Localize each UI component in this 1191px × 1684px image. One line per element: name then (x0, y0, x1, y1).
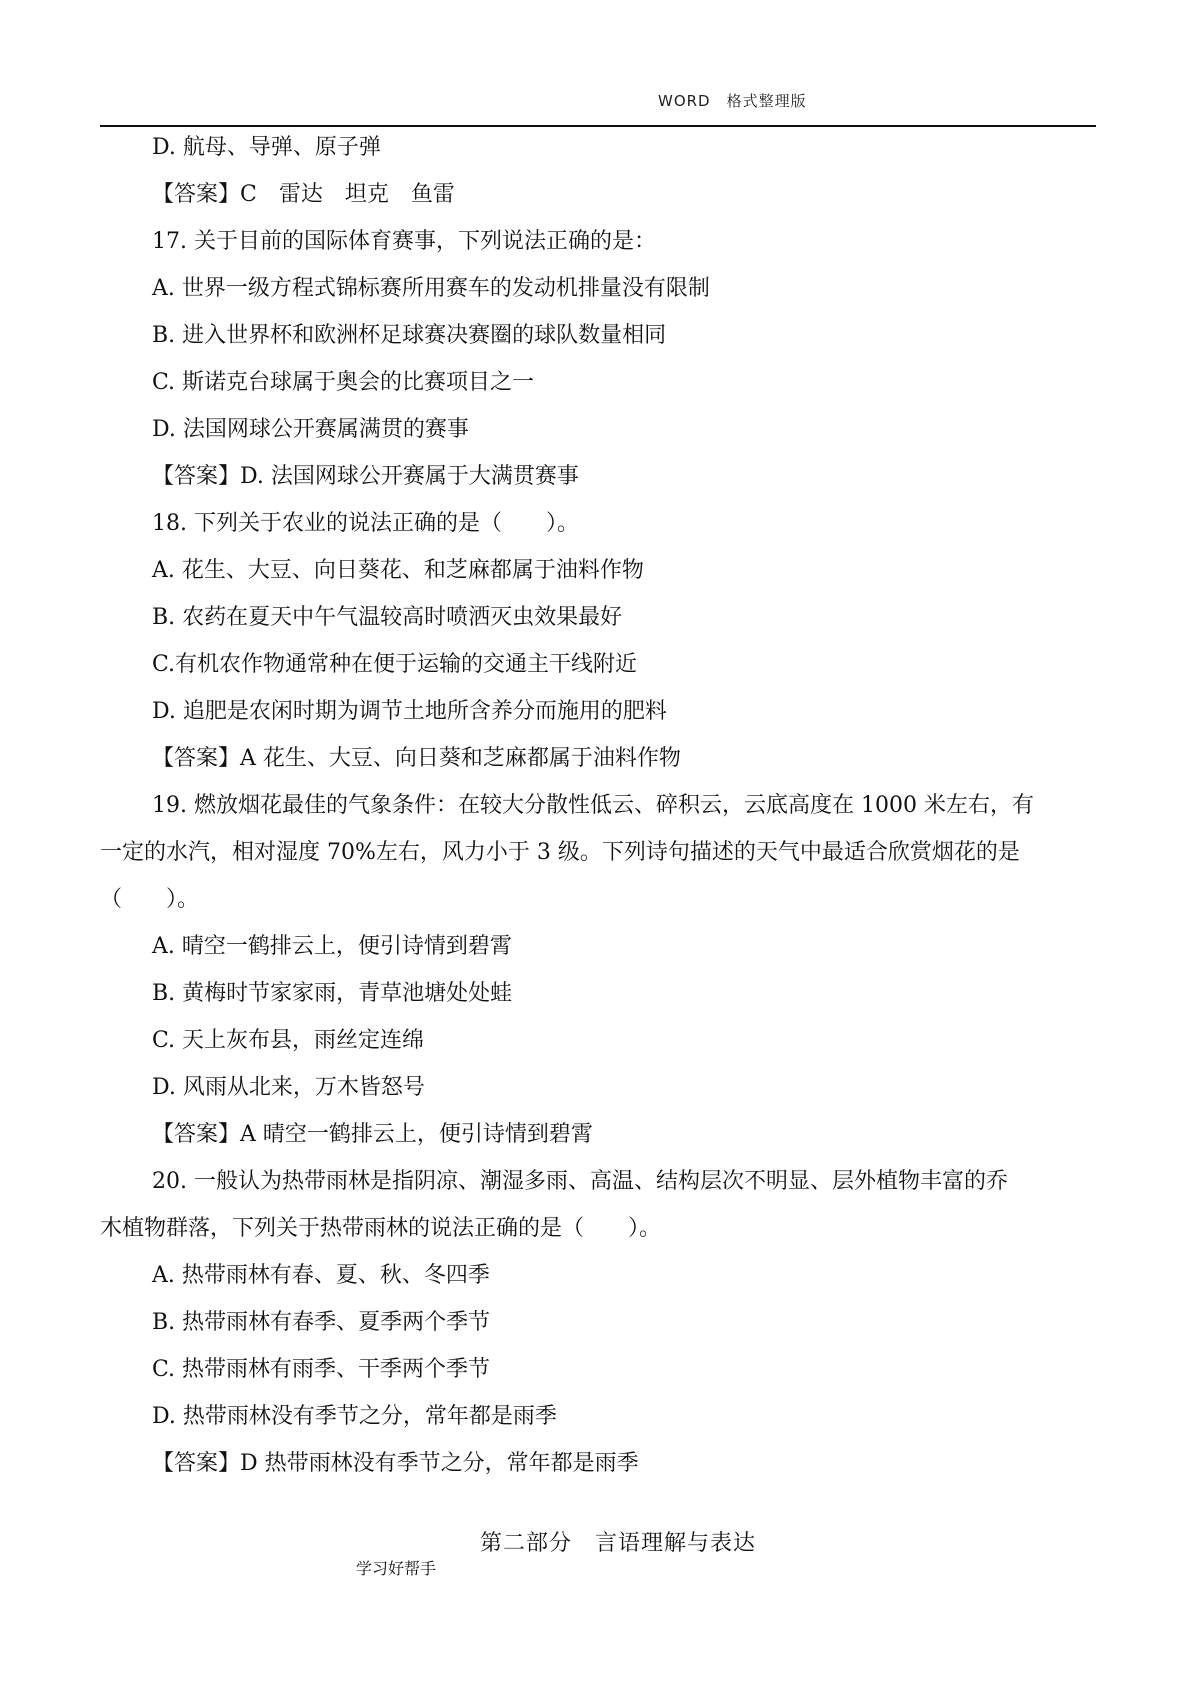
option-line: C. 天上灰布县，雨丝定连绵 (152, 1028, 425, 1053)
option-line: B. 进入世界杯和欧洲杯足球赛决赛圈的球队数量相同 (152, 323, 667, 348)
question-line: （ ）。 (100, 887, 200, 912)
question-line: 18. 下列关于农业的说法正确的是（ ）。 (152, 511, 579, 536)
answer-line: 【答案】A 花生、大豆、向日葵和芝麻都属于油料作物 (152, 746, 681, 771)
question-line: 19. 燃放烟花最佳的气象条件：在较大分散性低云、碎积云，云底高度在 1000 米左右，有 (152, 793, 1034, 818)
option-line: B. 热带雨林有春季、夏季两个季节 (152, 1310, 491, 1335)
question-line: 木植物群落，下列关于热带雨林的说法正确的是（ ）。 (100, 1216, 662, 1241)
option-line: A. 晴空一鹤排云上，便引诗情到碧霄 (152, 934, 512, 959)
option-line: C. 热带雨林有雨季、干季两个季节 (152, 1357, 491, 1382)
header-divider (100, 125, 1096, 127)
option-line: D. 热带雨林没有季节之分，常年都是雨季 (152, 1404, 557, 1429)
answer-line: 【答案】D 热带雨林没有季节之分，常年都是雨季 (152, 1451, 639, 1476)
answer-line: 【答案】D. 法国网球公开赛属于大满贯赛事 (152, 464, 579, 489)
question-line: 17. 关于目前的国际体育赛事，下列说法正确的是： (152, 229, 656, 254)
option-line: C.有机农作物通常种在便于运输的交通主干线附近 (152, 652, 638, 677)
page-footer: 学习好帮手 (356, 1559, 437, 1578)
answer-line: 【答案】C 雷达 坦克 鱼雷 (152, 182, 455, 207)
section-title: 第二部分 言语理解与表达 (480, 1531, 757, 1556)
option-line: A. 热带雨林有春、夏、秋、冬四季 (152, 1263, 490, 1288)
option-line: C. 斯诺克台球属于奥会的比赛项目之一 (152, 370, 535, 395)
option-line: D. 航母、导弹、原子弹 (152, 135, 381, 160)
answer-line: 【答案】A 晴空一鹤排云上，便引诗情到碧霄 (152, 1122, 593, 1147)
option-line: B. 农药在夏天中午气温较高时喷洒灭虫效果最好 (152, 605, 623, 630)
option-line: D. 法国网球公开赛属满贯的赛事 (152, 417, 469, 442)
page-header: WORD 格式整理版 (658, 92, 807, 110)
question-line: 一定的水汽，相对湿度 70%左右，风力小于 3 级。下列诗句描述的天气中最适合欣赏烟花的是 (100, 840, 1020, 865)
option-line: D. 追肥是农闲时期为调节土地所含养分而施用的肥料 (152, 699, 667, 724)
option-line: B. 黄梅时节家家雨，青草池塘处处蛙 (152, 981, 513, 1006)
option-line: A. 世界一级方程式锦标赛所用赛车的发动机排量没有限制 (152, 276, 710, 301)
option-line: A. 花生、大豆、向日葵花、和芝麻都属于油料作物 (152, 558, 644, 583)
question-line: 20. 一般认为热带雨林是指阴凉、潮湿多雨、高温、结构层次不明显、层外植物丰富的乔 (152, 1169, 1008, 1194)
option-line: D. 风雨从北来，万木皆怒号 (152, 1075, 425, 1100)
